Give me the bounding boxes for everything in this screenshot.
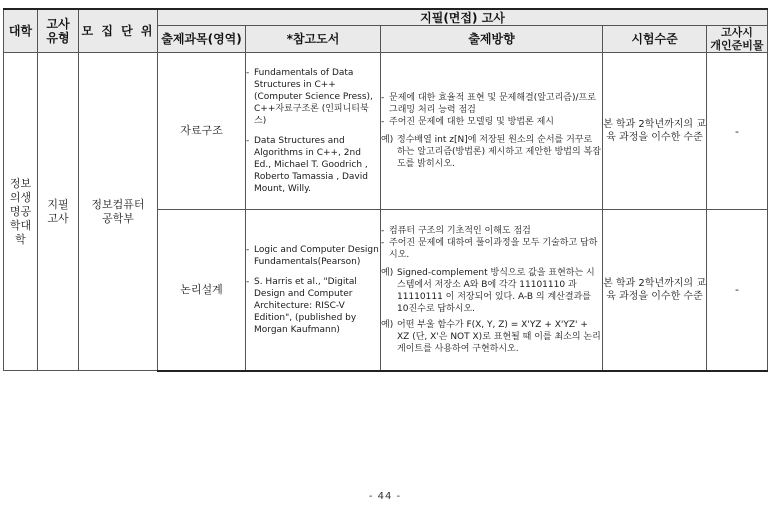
level-cell: 본 학과 2학년까지의 교육 과정을 이수한 수준 (603, 210, 707, 371)
example-text: 어떤 부울 함수가 F(X, Y, Z) = X'YZ + X'YZ' + XZ (단, X'은 NOT X)로 표현될 때 이를 최소의 논리 게이트를 사용하여 구현하시오. (397, 319, 601, 354)
prep-cell: - (707, 53, 768, 210)
method-cell (381, 53, 603, 210)
exam-type-cell (38, 53, 79, 371)
subject-cell: 자료구조 (158, 53, 246, 210)
reference-item: - Data Structures and Algorithms in C++, 2nd Ed., Michael T. Goodrich , Roberto Tamassia , David Mount, Willy. (246, 135, 380, 195)
university-cell (4, 53, 38, 371)
method-point: - 주어진 문제에 대한 모델링 및 방법론 제시 (381, 116, 602, 128)
exam-type-value: 지필 고사 (47, 197, 69, 225)
method-cell (381, 210, 603, 371)
header-references: *참고도서 (246, 26, 381, 53)
header-prep (707, 26, 768, 53)
header-university: 대학 (4, 9, 38, 53)
header-exam-type-text: 고사 유형 (46, 17, 70, 45)
method-point: - 문제에 대한 효율적 표현 및 문제해결(알고리즘)/프로그래밍 처리 능력 점검 (381, 92, 602, 116)
method-point: - 주어진 문제에 대하여 풀이과정을 모두 기술하고 답하시오. (381, 237, 602, 261)
example-item (381, 319, 602, 355)
method-points (381, 92, 602, 128)
reference-item: - S. Harris et al., "Digital Design and Computer Architecture: RISC-V Edition", (published by Morgan Kaufmann) (246, 276, 380, 336)
reference-item: - Logic and Computer Design Fundamentals(Pearson) (246, 244, 380, 268)
references-cell (246, 210, 381, 371)
header-exam-type (38, 9, 79, 53)
example-label: 예) (381, 267, 394, 278)
example-label: 예) (381, 319, 394, 330)
example-text: 정수배열 int z[N]에 저장된 원소의 순서를 거꾸로 하는 알고리즘(방법론) 제시하고 제안한 방법의 복잡도를 밝히시오. (397, 135, 601, 169)
table-row (4, 53, 768, 210)
level-cell: 본 학과 2학년까지의 교육 과정을 이수한 수준 (603, 53, 707, 210)
method-points (381, 225, 602, 261)
example-item (381, 267, 602, 315)
method-point: - 컴퓨터 구조의 기초적인 이해도 점검 (381, 225, 602, 237)
reference-item: - Fundamentals of Data Structures in C++ (Computer Science Press), C++자료구조론 (인피니티북스) (246, 67, 380, 127)
header-method: 출제방향 (381, 26, 603, 53)
university-name: 정보의생명공학대학 (9, 176, 32, 246)
recruit-unit-cell (79, 53, 158, 371)
example-item (381, 134, 602, 170)
references-list (246, 67, 380, 195)
references-list (246, 244, 380, 336)
header-prep-text: 고사시 개인준비물 (710, 26, 764, 52)
example-text: Signed-complement 방식으로 값을 표현하는 시스템에서 저장소 A와 B에 각각 11101110 과 11110111 이 저장되어 있다. A-B 의 계산결과를 10진수로 답하시오. (397, 267, 595, 314)
references-cell (246, 53, 381, 210)
recruit-unit-value: 정보컴퓨터 공학부 (91, 197, 145, 225)
header-subject-area: 출제과목(영역) (158, 26, 246, 53)
subject-cell: 논리설계 (158, 210, 246, 371)
exam-table (3, 8, 768, 372)
prep-cell: - (707, 210, 768, 371)
example-label: 예) (381, 135, 394, 145)
header-written-interview: 지필(면접) 고사 (158, 9, 768, 26)
page-number: - 44 - (368, 491, 402, 502)
header-level: 시험수준 (603, 26, 707, 53)
header-row-1 (4, 9, 768, 26)
header-recruit-unit: 모 집 단 위 (79, 9, 158, 53)
